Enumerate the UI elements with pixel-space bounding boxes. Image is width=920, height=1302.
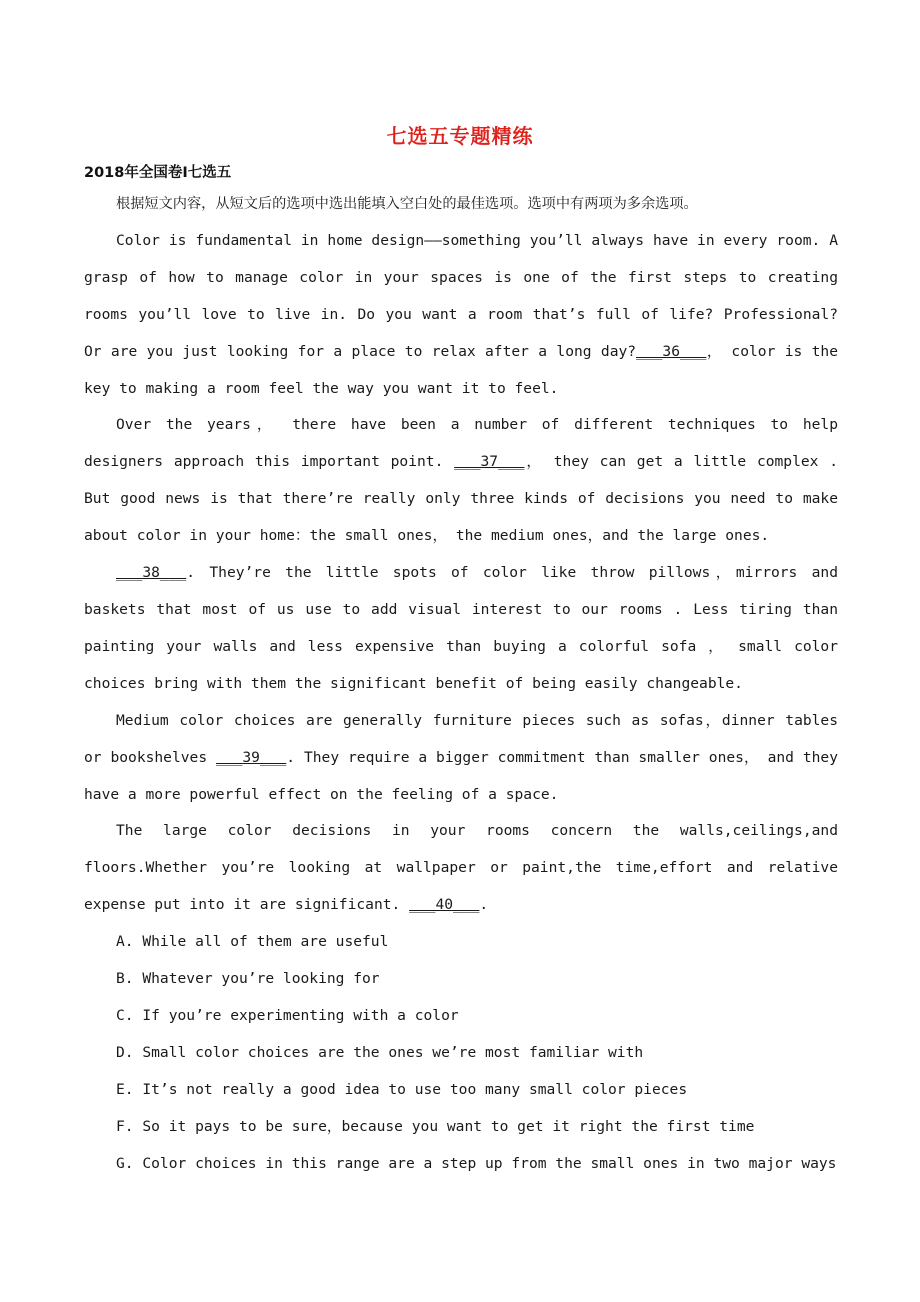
blank-37: ___37___	[454, 453, 525, 471]
paragraph-5	[84, 813, 838, 924]
page-title: 七选五专题精练	[386, 124, 534, 148]
instruction-text: 根据短文内容，从短文后的选项中选出能填入空白处的最佳选项。选项中有两项为多余选项。	[116, 196, 698, 212]
paragraph-2	[84, 407, 838, 555]
paragraph-1-text-b: ， color is the key to making a room feel the way you want it to feel.	[84, 342, 838, 397]
section-heading: 2018年全国卷Ⅰ七选五	[84, 165, 232, 181]
paragraph-1	[84, 223, 838, 408]
option-g: G. Color choices in this range are a step up from the small ones in two major ways	[116, 1154, 837, 1172]
option-e: E. It’s not really a good idea to use too many small color pieces	[116, 1080, 688, 1098]
passage-body	[84, 186, 838, 1182]
paragraph-4	[84, 703, 838, 814]
paragraph-1-text-a: Color is fundamental in home design——something you’ll always have in every room. A grasp of how to manage color in your spaces is one of the first steps to creating rooms you’ll love to live in. Do you want a room that’s full of life? Professional? Or are you just looking for a place to relax after a long day?	[84, 231, 838, 360]
paragraph-3	[84, 555, 838, 703]
paragraph-3-text-b: . They’re the little spots of color like throw pillows，mirrors and baskets that most of us use to add visual interest to our rooms . Less tiring than painting your walls and less expensive than buying a colorful sofa ， small color choices bring with them the significant benefit of being easily changeable.	[84, 564, 838, 692]
paragraph-5-text-a: The large color decisions in your rooms concern the walls,ceilings,and floors.Whether you’re looking at wallpaper or paint,the time,effort and relative expense put into it are significant.	[84, 822, 838, 914]
blank-40: ___40___	[409, 896, 480, 914]
blank-38: ___38___	[116, 564, 187, 582]
option-b: B. Whatever you’re looking for	[116, 970, 380, 988]
blank-36: ___36___	[636, 342, 707, 360]
paragraph-2-text-a: Over the years， there have been a number of different techniques to help designers approach this important point.	[84, 416, 838, 471]
paragraph-2-text-b: ， they can get a little complex . But good news is that there’re really only three kinds of decisions you need to make about color in your home：the small ones， the medium ones，and the large ones.	[84, 453, 838, 545]
paragraph-4-text-b: . They require a bigger commitment than smaller ones， and they have a more powerful effect on the feeling of a space.	[84, 748, 838, 803]
option-d: D. Small color choices are the ones we’re most familiar with	[116, 1043, 644, 1061]
paragraph-5-text-b: .	[479, 896, 489, 914]
option-a: A. While all of them are useful	[116, 933, 389, 951]
blank-39: ___39___	[216, 748, 287, 766]
paragraph-4-text-a: Medium color choices are generally furniture pieces such as sofas，dinner tables or bookshelves	[84, 711, 838, 766]
option-c: C. If you’re experimenting with a color	[116, 1006, 459, 1024]
option-f: F. So it pays to be sure，because you want to get it right the first time	[116, 1117, 755, 1135]
